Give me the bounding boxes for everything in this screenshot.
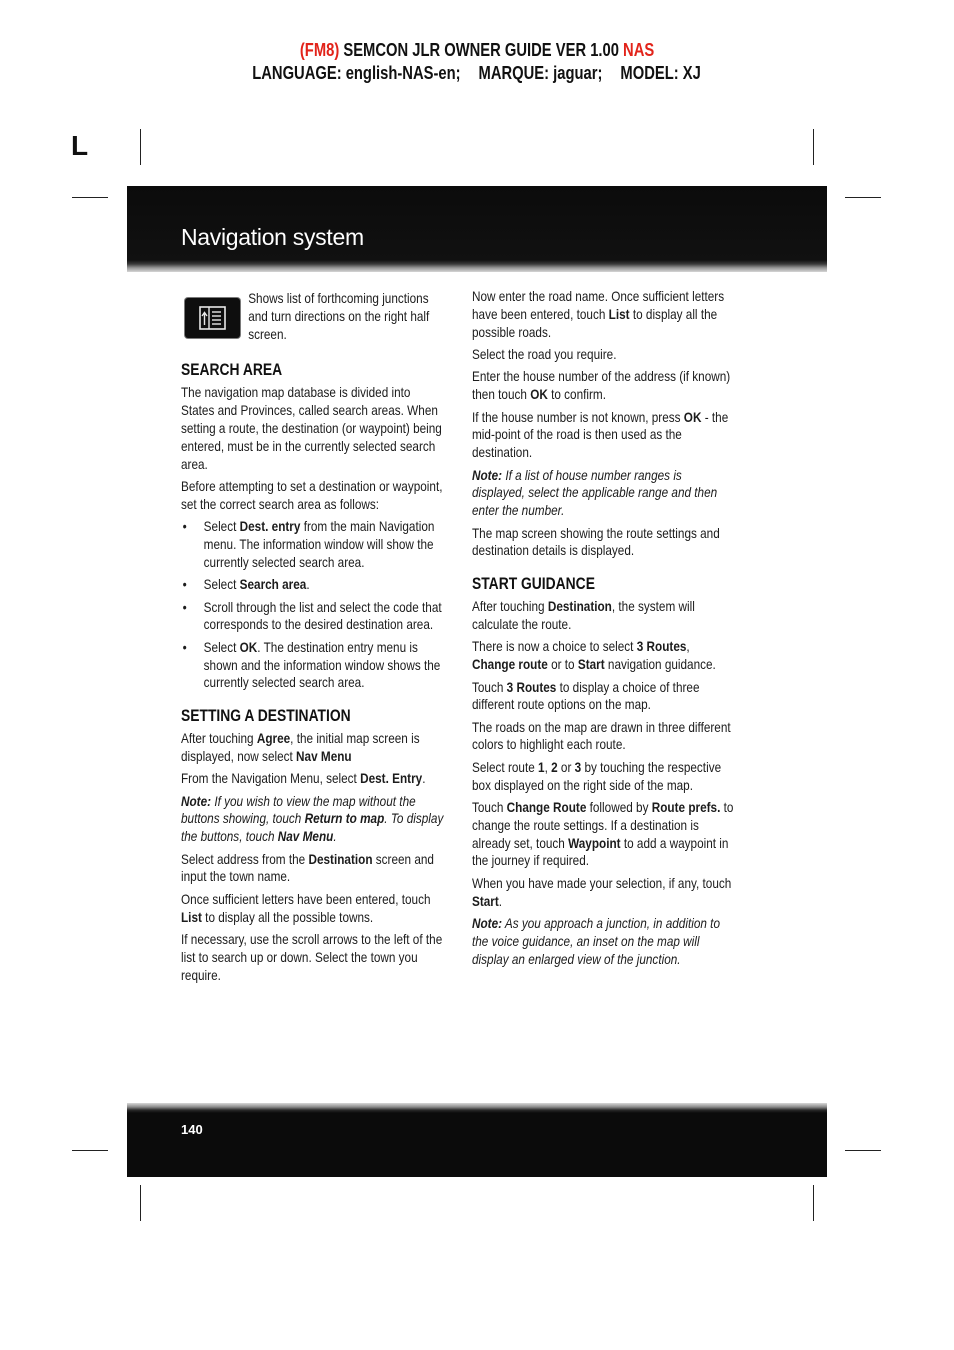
text-run: When you have made your selection, if any, touch — [472, 874, 732, 891]
footer-band — [127, 1103, 827, 1177]
bold-term: Waypoint — [568, 834, 621, 851]
bold-term: List — [608, 305, 630, 322]
text-run: If a list of house number ranges is displayed, select the applicable range and then enter the number. — [472, 466, 718, 519]
header-suffix: NAS — [622, 40, 655, 60]
bold-term: List — [181, 908, 202, 925]
bold-term: Destination — [547, 598, 612, 615]
paragraph — [181, 931, 445, 984]
text-run: If necessary, use the scroll arrows to the left of the list to search up or down. Select the town you require. — [181, 931, 443, 983]
bold-term: Route prefs. — [651, 799, 721, 816]
text-run: Touch — [472, 799, 507, 816]
bold-term: Change Route — [506, 799, 587, 816]
document-header-title — [300, 39, 654, 61]
text-run: Before attempting to set a destination or waypoint, set the correct search area as follows: — [181, 477, 443, 512]
text-run: screen and input the town name. — [181, 850, 434, 885]
crop-mark — [813, 1185, 814, 1221]
bold-term: Note: — [472, 466, 503, 483]
paragraph — [472, 638, 736, 674]
text-run: As you approach a junction, in addition to the voice guidance, an inset on the map will display an enlarged view of the junction. — [472, 915, 720, 967]
text-run: From the Navigation Menu, select — [181, 770, 361, 787]
text-run: If you wish to view the map without the buttons showing, touch — [181, 792, 416, 827]
paragraph — [181, 730, 445, 766]
text-run: , — [686, 638, 690, 655]
document-header-meta — [253, 62, 702, 84]
crop-mark — [813, 129, 814, 165]
text-run: Now enter the road name. Once sufficient letters have been entered, touch — [472, 288, 725, 322]
header-marque: MARQUE: jaguar; — [479, 63, 603, 83]
note-paragraph — [181, 793, 445, 846]
note-paragraph — [472, 915, 736, 968]
right-text-column — [472, 288, 736, 973]
bold-term: Note: — [181, 792, 212, 809]
text-run: Scroll through the list and select the code that corresponds to the desired destination area. — [203, 598, 442, 633]
paragraph — [472, 525, 736, 561]
paragraph — [181, 478, 445, 514]
text-run: . — [422, 770, 426, 787]
paragraph — [472, 719, 736, 755]
crop-mark — [845, 1150, 881, 1151]
bold-term: Destination — [308, 850, 373, 867]
paragraph — [181, 891, 445, 927]
text-run: Select — [203, 518, 240, 535]
left-text-column — [181, 290, 445, 989]
header-model: MODEL: XJ — [620, 63, 702, 83]
document-header-line-1 — [0, 39, 954, 61]
text-run: . The destination entry menu is shown and the information window shows the currently selected search area. — [203, 638, 441, 691]
text-run: Select the road you require. — [472, 345, 617, 362]
crop-mark — [845, 197, 881, 198]
bold-term: Return to map — [304, 810, 385, 827]
paragraph — [181, 770, 445, 788]
text-run: The navigation map database is divided into States and Provinces, called search areas. When setting a route, the destination (or waypoint) being entered, must be in the currently selected search area. — [181, 384, 442, 472]
section-heading: START GUIDANCE — [472, 575, 595, 594]
bullet-item — [181, 599, 445, 635]
bold-term: OK — [239, 638, 258, 655]
bold-term: 3 Routes — [506, 678, 557, 695]
text-run: , the system will calculate the route. — [472, 598, 695, 632]
text-run: from the main Navigation menu. The information window will show the currently selected search area. — [203, 518, 435, 570]
text-run: or — [557, 758, 575, 775]
bold-term: Agree — [256, 730, 291, 747]
text-run: to add a waypoint in the journey if required. — [472, 834, 729, 869]
text-run: navigation guidance. — [604, 656, 716, 673]
section-title: Navigation system — [181, 224, 364, 250]
text-run: If the house number is not known, press — [472, 408, 684, 425]
bold-term: 3 — [574, 758, 582, 775]
header-language: LANGUAGE: english-NAS-en; — [252, 63, 461, 83]
bold-term: OK — [683, 408, 702, 425]
paragraph — [472, 288, 736, 341]
page-number: 140 — [181, 1122, 203, 1137]
bold-term: Dest. entry — [239, 518, 301, 535]
corner-letter: L — [71, 130, 89, 161]
crop-mark — [140, 1185, 141, 1221]
text-run: Enter the house number of the address (if known) then touch — [472, 368, 731, 403]
paragraph — [472, 368, 736, 404]
text-run: to change the route settings. If a destination is already set, touch — [472, 799, 734, 851]
crop-mark — [72, 197, 108, 198]
text-run: Once sufficient letters have been entered, touch — [181, 890, 431, 907]
bold-term: Start — [472, 892, 499, 909]
document-header-line-2 — [0, 62, 954, 84]
crop-mark — [72, 1150, 108, 1151]
icon-description — [248, 290, 445, 343]
bold-term: Change route — [472, 656, 548, 673]
section-heading: SEARCH AREA — [181, 361, 283, 380]
paragraph — [472, 409, 736, 462]
paragraph — [181, 851, 445, 887]
text-run: . To display the buttons, touch — [181, 810, 444, 845]
text-run: . — [498, 892, 503, 909]
paragraph — [472, 598, 736, 634]
text-run: There is now a choice to select — [472, 638, 637, 655]
text-run: Touch — [472, 678, 507, 695]
paragraph — [472, 875, 736, 911]
text-run: After touching — [181, 730, 257, 747]
text-run: followed by — [586, 799, 652, 816]
text-run: Select address from the — [181, 850, 309, 867]
bold-term: 2 — [551, 758, 558, 775]
bold-term: OK — [530, 386, 548, 403]
bold-term: Dest. Entry — [360, 770, 423, 787]
bullet-item — [181, 518, 445, 571]
text-run: Shows list of forthcoming junctions and turn directions on the right half screen. — [248, 290, 430, 342]
text-run: , — [544, 758, 552, 775]
text-run: Select route — [472, 758, 539, 775]
text-run: The map screen showing the route settings and destination details is displayed. — [472, 524, 720, 559]
note-paragraph — [472, 467, 736, 520]
bullet-item — [181, 639, 445, 692]
bold-term: Nav Menu — [277, 828, 334, 845]
bold-term: 1 — [538, 758, 545, 775]
bold-term: Nav Menu — [296, 747, 352, 764]
bold-term: Note: — [472, 915, 503, 932]
text-run: to confirm. — [547, 386, 607, 403]
paragraph — [472, 346, 736, 364]
text-run: or to — [547, 656, 578, 673]
text-run: Select — [203, 638, 240, 655]
text-run: . — [333, 828, 337, 845]
bold-term: 3 Routes — [636, 638, 687, 655]
text-run: - the mid-point of the road is then used as the destination. — [472, 408, 729, 461]
text-run: After touching — [472, 598, 548, 615]
crop-mark — [140, 129, 141, 165]
text-run: to display a choice of three different route options on the map. — [472, 678, 700, 713]
text-run: by touching the respective box displayed on the right side of the map. — [472, 758, 722, 793]
section-heading: SETTING A DESTINATION — [181, 707, 351, 726]
bullet-item — [181, 576, 445, 594]
text-run: Select — [203, 576, 240, 593]
text-run: The roads on the map are drawn in three different colors to highlight each route. — [472, 718, 731, 753]
text-run: , the initial map screen is displayed, now select — [181, 730, 420, 764]
paragraph — [472, 759, 736, 795]
text-run: to display all the possible roads. — [472, 305, 718, 340]
paragraph — [472, 679, 736, 715]
bold-term: Start — [577, 656, 605, 673]
paragraph — [472, 799, 736, 870]
text-run: . — [306, 576, 310, 593]
header-title: SEMCON JLR OWNER GUIDE VER 1.00 — [343, 40, 619, 60]
text-run: to display all the possible towns. — [201, 908, 374, 925]
paragraph — [181, 384, 445, 473]
header-prefix: (FM8) — [299, 40, 340, 60]
bold-term: Search area — [239, 576, 307, 593]
